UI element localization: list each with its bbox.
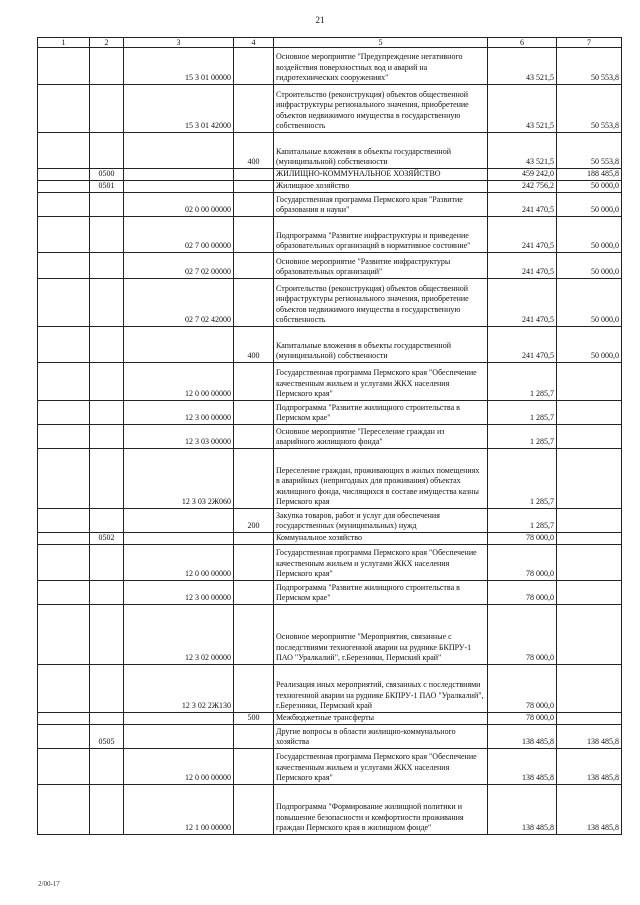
table-row [38,85,622,133]
table-row [38,425,622,449]
table-row [38,181,622,193]
expense-type-cell [234,605,274,665]
amount-2019-cell [557,581,622,605]
amount-2018-cell: 241 470,5 [488,193,557,217]
section-cell [38,425,90,449]
section-cell [38,181,90,193]
expense-type-cell [234,217,274,253]
expense-type-cell [234,785,274,835]
amount-2019-cell [557,425,622,449]
description-cell: Другие вопросы в области жилищно-коммунального хозяйства [274,725,488,749]
subsection-cell [90,605,124,665]
section-cell [38,363,90,401]
table-row [38,279,622,327]
description-cell: Государственная программа Пермского края "Обеспечение качественным жильем и услугами ЖКХ населения Пермского края" [274,749,488,785]
subsection-cell [90,665,124,713]
table-row [38,193,622,217]
section-cell [38,85,90,133]
amount-2019-cell: 50 000,0 [557,181,622,193]
amount-2019-cell: 50 553,8 [557,133,622,169]
target-article-cell [124,725,234,749]
subsection-cell [90,48,124,85]
subsection-cell [90,713,124,725]
header-col-5: 5 [274,38,488,48]
expense-type-cell [234,401,274,425]
description-cell: Основное мероприятие "Предупреждение негативного воздействия поверхностных вод и аварий на гидротехнических сооружениях" [274,48,488,85]
header-col-7: 7 [557,38,622,48]
table-row [38,749,622,785]
table-row [38,449,622,509]
header-col-6: 6 [488,38,557,48]
table-row [38,401,622,425]
table-row [38,217,622,253]
amount-2018-cell: 78 000,0 [488,713,557,725]
table-row [38,785,622,835]
amount-2019-cell: 188 485,8 [557,169,622,181]
table-row [38,169,622,181]
description-cell: Подпрограмма "Развитие инфраструктуры и приведение образовательных организаций в нормативное состояние" [274,217,488,253]
amount-2018-cell: 138 485,8 [488,785,557,835]
target-article-cell: 12 3 00 00000 [124,581,234,605]
description-cell: Закупка товаров, работ и услуг для обеспечения государственных (муниципальных) нужд [274,509,488,533]
description-cell: Основное мероприятие "Мероприятия, связанные с последствиями техногенной аварии на руднике БКПРУ-1 ПАО "Уралкалий", г.Березники, Пермский край" [274,605,488,665]
target-article-cell: 12 1 00 00000 [124,785,234,835]
expense-type-cell [234,253,274,279]
subsection-cell [90,327,124,363]
target-article-cell: 02 7 00 00000 [124,217,234,253]
footer-code: 2/00-17 [38,880,60,888]
expense-type-cell [234,545,274,581]
table-row [38,581,622,605]
subsection-cell: 0501 [90,181,124,193]
table-row [38,545,622,581]
description-cell: Капитальные вложения в объекты государственной (муниципальной) собственности [274,327,488,363]
target-article-cell: 12 3 03 2Ж060 [124,449,234,509]
table-row [38,605,622,665]
amount-2018-cell: 241 470,5 [488,327,557,363]
description-cell: Коммунальное хозяйство [274,533,488,545]
expense-type-cell [234,193,274,217]
table-row [38,327,622,363]
amount-2019-cell: 138 485,8 [557,785,622,835]
expense-type-cell: 200 [234,509,274,533]
expense-type-cell [234,581,274,605]
expense-type-cell [234,85,274,133]
subsection-cell [90,133,124,169]
subsection-cell [90,85,124,133]
subsection-cell: 0505 [90,725,124,749]
subsection-cell [90,193,124,217]
table-row [38,665,622,713]
page-number: 21 [315,15,325,25]
expense-type-cell [234,48,274,85]
section-cell [38,545,90,581]
amount-2019-cell: 138 485,8 [557,749,622,785]
subsection-cell [90,253,124,279]
expense-type-cell [234,749,274,785]
target-article-cell: 12 3 00 00000 [124,401,234,425]
table-row [38,713,622,725]
description-cell: Жилищное хозяйство [274,181,488,193]
target-article-cell: 12 0 00 00000 [124,749,234,785]
table-row [38,133,622,169]
description-cell: Государственная программа Пермского края "Развитие образования и науки" [274,193,488,217]
amount-2018-cell: 43 521,5 [488,48,557,85]
subsection-cell [90,545,124,581]
target-article-cell: 02 7 02 42000 [124,279,234,327]
table-row [38,533,622,545]
section-cell [38,217,90,253]
section-cell [38,785,90,835]
section-cell [38,401,90,425]
section-cell [38,533,90,545]
amount-2018-cell: 78 000,0 [488,533,557,545]
description-cell: Переселение граждан, проживающих в жилых помещениях в аварийных (непригодных для проживания) объектах жилищного фонда, числящихся в составе имущества казны Пермского края [274,449,488,509]
target-article-cell: 02 7 02 00000 [124,253,234,279]
amount-2018-cell: 138 485,8 [488,749,557,785]
expense-type-cell [234,279,274,327]
section-cell [38,48,90,85]
description-cell: Государственная программа Пермского края "Обеспечение качественным жильем и услугами ЖКХ населения Пермского края" [274,545,488,581]
target-article-cell [124,169,234,181]
amount-2018-cell: 1 285,7 [488,509,557,533]
expense-type-cell [234,181,274,193]
amount-2018-cell: 78 000,0 [488,605,557,665]
target-article-cell [124,509,234,533]
section-cell [38,327,90,363]
description-cell: Государственная программа Пермского края "Обеспечение качественным жильем и услугами ЖКХ населения Пермского края" [274,363,488,401]
amount-2019-cell: 50 000,0 [557,327,622,363]
amount-2018-cell: 78 000,0 [488,665,557,713]
amount-2018-cell: 241 470,5 [488,279,557,327]
amount-2018-cell: 78 000,0 [488,545,557,581]
expense-type-cell [234,725,274,749]
amount-2019-cell: 50 000,0 [557,253,622,279]
description-cell: Подпрограмма "Формирование жилищной политики и повышение безопасности и комфортности проживания граждан Пермского края в жилищном фонде" [274,785,488,835]
amount-2019-cell [557,605,622,665]
target-article-cell [124,327,234,363]
target-article-cell: 12 0 00 00000 [124,363,234,401]
amount-2019-cell [557,509,622,533]
description-cell: Основное мероприятие "Переселение граждан из аварийного жилищного фонда" [274,425,488,449]
target-article-cell: 12 3 02 00000 [124,605,234,665]
table-body [38,38,622,835]
amount-2019-cell [557,713,622,725]
subsection-cell [90,217,124,253]
expense-type-cell [234,449,274,509]
table-row [38,48,622,85]
subsection-cell: 0502 [90,533,124,545]
header-col-1: 1 [38,38,90,48]
amount-2018-cell: 43 521,5 [488,133,557,169]
section-cell [38,749,90,785]
expense-type-cell [234,425,274,449]
description-cell: Строительство (реконструкция) объектов общественной инфраструктуры регионального значения, приобретение объектов недвижимого имущества в государственную собственность [274,279,488,327]
amount-2018-cell: 78 000,0 [488,581,557,605]
expense-type-cell: 400 [234,327,274,363]
section-cell [38,169,90,181]
subsection-cell [90,425,124,449]
expense-type-cell [234,665,274,713]
table-header-row [38,38,622,48]
target-article-cell: 15 3 01 42000 [124,85,234,133]
target-article-cell: 12 3 02 2Ж130 [124,665,234,713]
amount-2019-cell [557,665,622,713]
amount-2018-cell: 241 470,5 [488,253,557,279]
description-cell: Основное мероприятие "Развитие инфраструктуры образовательных организаций" [274,253,488,279]
description-cell: Подпрограмма "Развитие жилищного строительства в Пермском крае" [274,401,488,425]
amount-2018-cell: 1 285,7 [488,449,557,509]
amount-2019-cell: 50 553,8 [557,85,622,133]
amount-2018-cell: 138 485,8 [488,725,557,749]
description-cell: ЖИЛИЩНО-КОММУНАЛЬНОЕ ХОЗЯЙСТВО [274,169,488,181]
subsection-cell [90,509,124,533]
subsection-cell [90,449,124,509]
amount-2018-cell: 242 756,2 [488,181,557,193]
budget-table [37,37,622,835]
subsection-cell [90,279,124,327]
amount-2019-cell [557,401,622,425]
section-cell [38,509,90,533]
subsection-cell [90,785,124,835]
target-article-cell: 02 0 00 00000 [124,193,234,217]
amount-2019-cell: 50 000,0 [557,279,622,327]
target-article-cell [124,713,234,725]
section-cell [38,665,90,713]
amount-2018-cell: 43 521,5 [488,85,557,133]
description-cell: Межбюджетные трансферты [274,713,488,725]
amount-2019-cell [557,363,622,401]
subsection-cell [90,401,124,425]
amount-2018-cell: 1 285,7 [488,401,557,425]
amount-2019-cell: 138 485,8 [557,725,622,749]
header-col-4: 4 [234,38,274,48]
target-article-cell: 15 3 01 00000 [124,48,234,85]
expense-type-cell [234,169,274,181]
description-cell: Подпрограмма "Развитие жилищного строительства в Пермском крае" [274,581,488,605]
section-cell [38,605,90,665]
section-cell [38,449,90,509]
amount-2019-cell: 50 000,0 [557,193,622,217]
description-cell: Капитальные вложения в объекты государственной (муниципальной) собственности [274,133,488,169]
subsection-cell: 0500 [90,169,124,181]
header-col-3: 3 [124,38,234,48]
section-cell [38,253,90,279]
target-article-cell: 12 3 03 00000 [124,425,234,449]
table-row [38,363,622,401]
section-cell [38,133,90,169]
description-cell: Реализация иных мероприятий, связанных с последствиями техногенной аварии на руднике БКПРУ-1 ПАО "Уралкалий", г.Березники, Пермский край [274,665,488,713]
section-cell [38,581,90,605]
section-cell [38,713,90,725]
amount-2019-cell: 50 000,0 [557,217,622,253]
table-row [38,253,622,279]
section-cell [38,193,90,217]
amount-2018-cell: 1 285,7 [488,363,557,401]
target-article-cell [124,133,234,169]
target-article-cell [124,181,234,193]
subsection-cell [90,363,124,401]
amount-2019-cell [557,545,622,581]
header-col-2: 2 [90,38,124,48]
amount-2019-cell [557,449,622,509]
amount-2018-cell: 459 242,0 [488,169,557,181]
table-row [38,725,622,749]
amount-2018-cell: 241 470,5 [488,217,557,253]
subsection-cell [90,581,124,605]
amount-2019-cell: 50 553,8 [557,48,622,85]
amount-2019-cell [557,533,622,545]
amount-2018-cell: 1 285,7 [488,425,557,449]
target-article-cell [124,533,234,545]
expense-type-cell: 400 [234,133,274,169]
expense-type-cell [234,363,274,401]
expense-type-cell [234,533,274,545]
subsection-cell [90,749,124,785]
table-row [38,509,622,533]
expense-type-cell: 500 [234,713,274,725]
section-cell [38,279,90,327]
target-article-cell: 12 0 00 00000 [124,545,234,581]
description-cell: Строительство (реконструкция) объектов общественной инфраструктуры регионального значения, приобретение объектов недвижимого имущества в государственную собственность [274,85,488,133]
section-cell [38,725,90,749]
